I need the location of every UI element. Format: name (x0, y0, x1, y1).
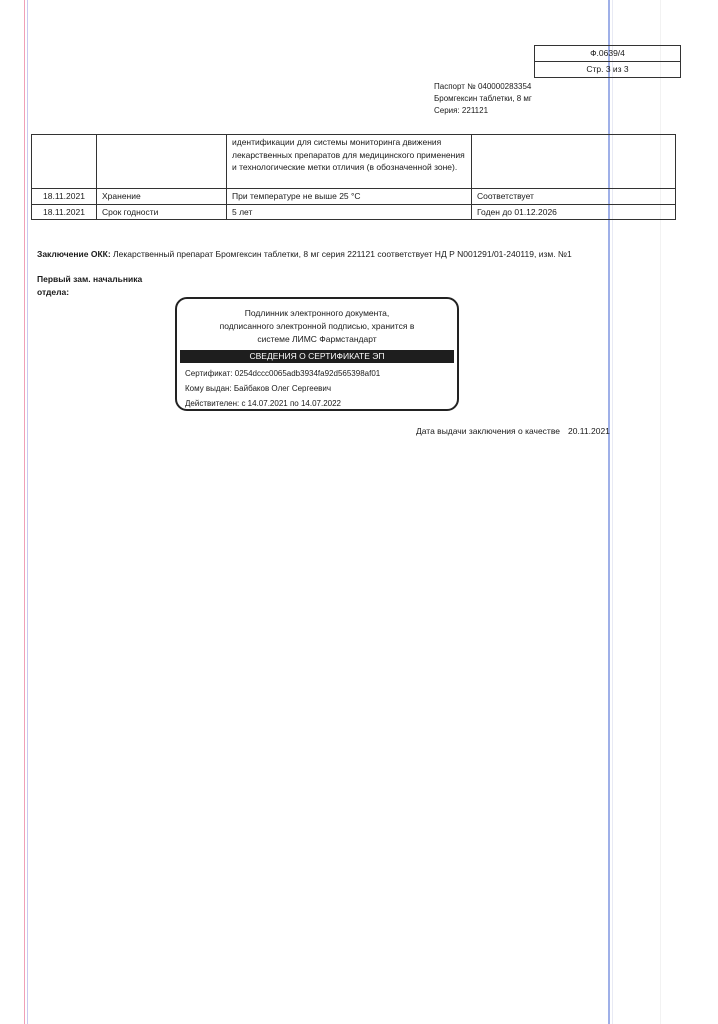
stamp-text-line: Подлинник электронного документа, (244, 308, 390, 318)
issue-date-label: Дата выдачи заключения о качестве (416, 426, 560, 436)
cell-parameter (97, 135, 227, 189)
cell-date: 18.11.2021 (32, 204, 97, 220)
passport-block (434, 81, 532, 117)
signer-line: отдела: (37, 286, 70, 297)
signer-line: Первый зам. начальника (37, 274, 143, 284)
conclusion (37, 248, 577, 261)
table-row (32, 135, 676, 189)
form-code-box (534, 45, 681, 78)
issue-date-line (416, 425, 610, 437)
signer-title (37, 273, 142, 298)
cell-date: 18.11.2021 (32, 189, 97, 205)
stamp-text-line: системе ЛИМС Фармстандарт (257, 334, 377, 344)
stamp-text-line: подписанного электронной подписью, хранится в (219, 321, 415, 331)
cell-requirement: идентификации для системы мониторинга движения лекарственных препаратов для медицинского применения и технологические метки отличия (в обозначенной зоне). (227, 135, 472, 189)
product-name: Бромгексин таблетки, 8 мг (434, 94, 532, 103)
certificate-validity: Действителен: с 14.07.2021 по 14.07.2022 (185, 399, 341, 408)
conclusion-label: Заключение ОКК: (37, 249, 111, 259)
stamp-banner: СВЕДЕНИЯ О СЕРТИФИКАТЕ ЭП (180, 350, 454, 363)
cell-parameter: Срок годности (97, 204, 227, 220)
table-row (32, 204, 676, 220)
cell-result: Годен до 01.12.2026 (472, 204, 676, 220)
issue-date-value: 20.11.2021 (567, 426, 610, 436)
form-code: Ф.0639/4 (590, 48, 625, 58)
conclusion-text: Лекарственный препарат Бромгексин таблетки, 8 мг серия 221121 соответствует НД Р N001291/01-240119, изм. №1 (110, 249, 572, 259)
scan-edge-line (24, 0, 25, 1024)
electronic-signature-stamp (175, 297, 459, 411)
certificate-number: Сертификат: 0254dccc0065adb3934fa92d565398af01 (185, 369, 381, 378)
cell-requirement: При температуре не выше 25 °С (227, 189, 472, 205)
cell-result: Соответствует (472, 189, 676, 205)
certificate-owner: Кому выдан: Байбаков Олег Сергеевич (185, 384, 332, 393)
page-number: Стр. 3 из 3 (535, 61, 680, 77)
series-number: Серия: 221121 (434, 106, 489, 115)
cell-requirement: 5 лет (227, 204, 472, 220)
scan-edge-line (27, 0, 28, 1024)
cell-parameter: Хранение (97, 189, 227, 205)
cell-date (32, 135, 97, 189)
results-table (31, 134, 676, 220)
table-row (32, 189, 676, 205)
cell-result (472, 135, 676, 189)
passport-number: Паспорт № 040000283354 (434, 82, 532, 91)
